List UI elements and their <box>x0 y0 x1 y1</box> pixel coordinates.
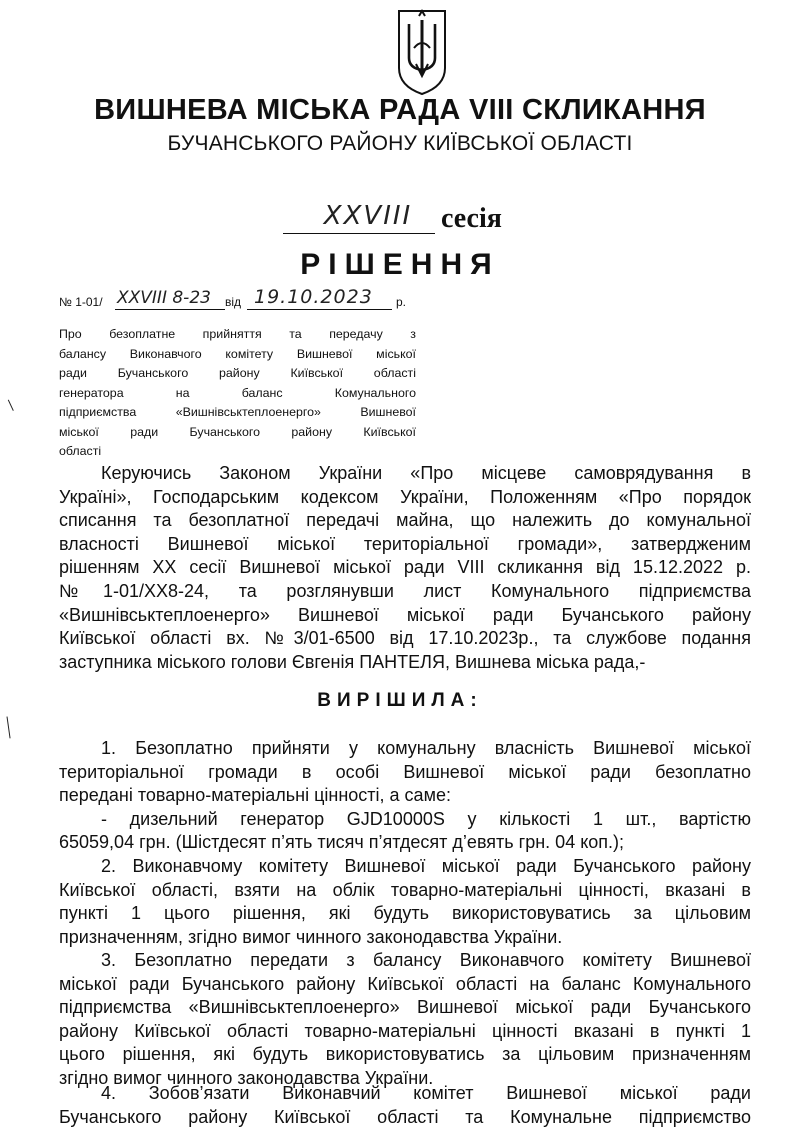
preamble-line: «Вишнівськтеплоенерго» Вишневої міської ради Бучанського району <box>59 604 751 625</box>
scan-mark <box>7 716 17 739</box>
subject-line: генератора на баланс Комунального <box>59 385 416 400</box>
session-number-handwritten: XXVIII <box>323 201 413 231</box>
point-line: 65059,04 грн. (Шістдесят п’ять тисяч п’ятдесят д’евять грн. 04 коп.); <box>59 832 625 853</box>
subject-line: підприємства «Вишнівськтеплоенерго» Вишневої <box>59 405 416 419</box>
point-line: згідно вимог чинного законодавства України. <box>59 1067 434 1088</box>
subject-line: балансу Виконавчого комітету Вишневої міської <box>59 346 416 361</box>
point-line: Київської області, взяти на облік товарно-матеріальні цінності, вказані в <box>59 879 751 900</box>
coat-of-arms-icon <box>396 8 448 96</box>
preamble-line: списання та безоплатної передачі майна, що належить до комунальної <box>59 510 751 531</box>
subject-line: ради Бучанського району Київської області <box>59 366 416 380</box>
point-2 <box>59 855 751 949</box>
session-underline <box>283 233 435 234</box>
council-subtitle: БУЧАНСЬКОГО РАЙОНУ КИЇВСЬКОЇ ОБЛАСТІ <box>167 132 633 155</box>
decision-from-label: від <box>225 295 242 309</box>
point-line: цього рішення, які будуть використовуватись за цільовим призначенням <box>59 1044 751 1065</box>
point-1 <box>59 737 751 855</box>
preamble-line: №1-01/XX8-24, та розглянувши лист Комунального підприємства <box>59 580 751 601</box>
preamble-line: Київської області вх. №3/01-6500 від 17.10.2023р., та службове подання <box>59 628 751 649</box>
point-line: 4. Зобов’язати Виконавчий комітет Вишневої міської ради <box>101 1083 751 1103</box>
session-line <box>283 203 523 237</box>
decision-date-underline <box>247 309 392 310</box>
point-line: підприємства «Вишнівськтеплоенерго» Вишневої міської ради Бучанського <box>59 997 751 1018</box>
point-line: пункті 1 цього рішення, які будуть використовуватись за цільовим <box>59 903 751 924</box>
decision-year-suffix: р. <box>396 295 407 309</box>
subject-line: Про безоплатне прийняття та передачу з <box>59 327 416 341</box>
decision-date-handwritten: 19.10.2023 <box>254 286 373 308</box>
point-line: 2. Виконавчому комітету Вишневої міської ради Бучанського району <box>101 856 751 876</box>
point-line: Бучанського району Київської області та Комунальне підприємство <box>59 1106 751 1127</box>
decision-number-line <box>59 288 479 314</box>
decision-subject <box>59 325 416 462</box>
point-3 <box>59 949 751 1091</box>
point-line: територіальної громади в особі Вишневої міської ради безоплатно <box>59 761 751 782</box>
council-title: ВИШНЕВА МІСЬКА РАДА VIII СКЛИКАННЯ <box>94 94 706 126</box>
point-line: - дизельний генератор GJD10000S у кількості 1 шт., вартістю <box>101 808 751 829</box>
preamble-line: Україні», Господарським кодексом України, Положенням «Про порядок <box>59 486 751 507</box>
point-4 <box>59 1082 751 1129</box>
point-line: району Київської області товарно-матеріальні цінності вказані в пункті 1 <box>59 1020 751 1041</box>
preamble-line: власності Вишневої міської територіальної громади», затвердженим <box>59 533 751 554</box>
subject-line: міської ради Бучанського району Київської <box>59 424 416 439</box>
decision-number-prefix: № 1-01/ <box>59 295 103 309</box>
point-line: 1. Безоплатно прийняти у комунальну власність Вишневої міської <box>101 738 751 758</box>
point-line: передані товарно-матеріальні цінності, а саме: <box>59 785 451 806</box>
preamble-line: заступника міського голови Євгенія ПАНТЕЛЯ, Вишнева міська рада,- <box>59 651 646 672</box>
scan-mark <box>8 397 19 411</box>
decision-number-underline <box>115 309 225 310</box>
preamble-line: рішенням XX сесії Вишневої міської ради VIII скликання від 15.12.2022 р. <box>59 557 751 578</box>
resolved-heading: ВИРІШИЛА: <box>317 690 483 711</box>
decision-title: РІШЕННЯ <box>300 248 500 281</box>
point-line: міської ради Бучанського району Київської області на баланс Комунального <box>59 973 751 994</box>
preamble-line: Керуючись Законом України «Про місцеве самоврядування в <box>101 463 751 483</box>
decision-number-handwritten: XXVIII 8-23 <box>117 288 211 308</box>
subject-line: області <box>59 444 102 458</box>
session-word: сесія <box>441 203 502 234</box>
preamble-paragraph <box>59 462 751 674</box>
point-line: призначенням, згідно вимог чинного законодавства України. <box>59 926 563 947</box>
point-line: 3. Безоплатно передати з балансу Виконавчого комітету Вишневої <box>101 950 751 970</box>
